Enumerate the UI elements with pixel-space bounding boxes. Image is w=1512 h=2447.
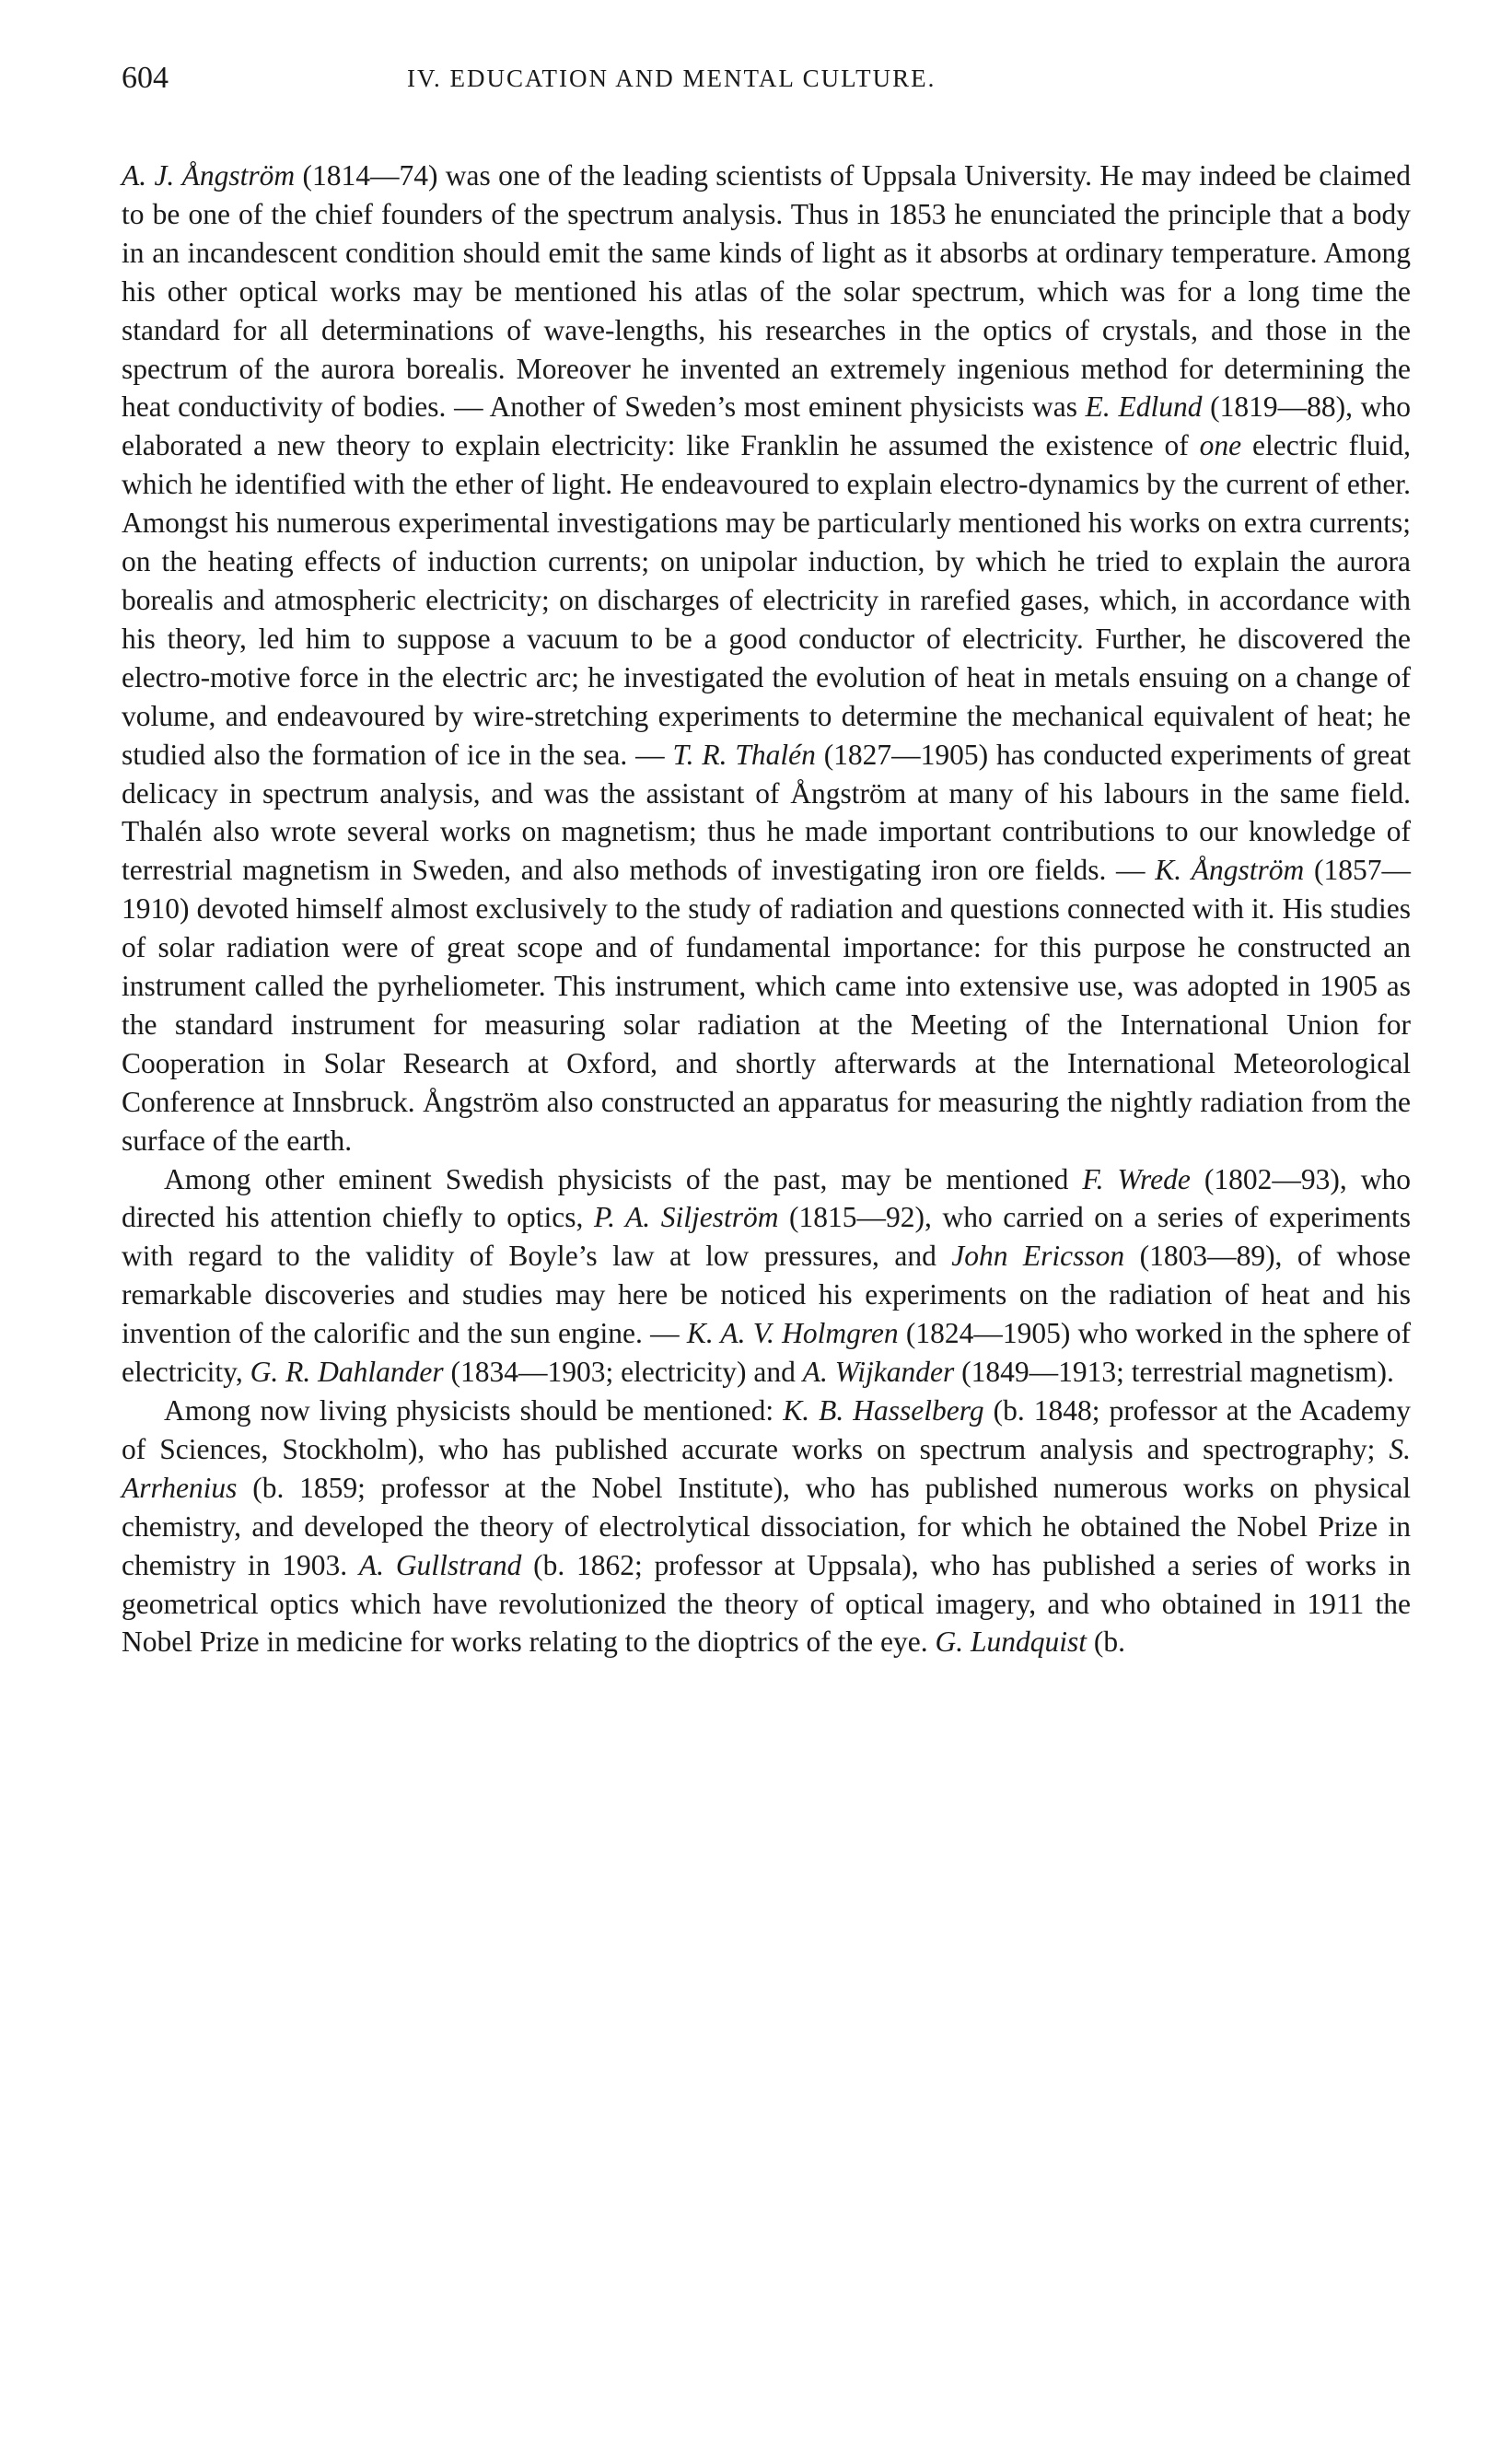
book-page: [122, 61, 1411, 1661]
running-head: [122, 61, 1411, 112]
paragraph-3: Among now living physicists should be mentioned: K. B. Hasselberg (b. 1848; professor at the Academy of Sciences, Stockholm), who has published accurate works on spectrum analysis and spectrography; S. Arrhenius (b. 1859; professor at the Nobel Institute), who has published numerous works on physical chemistry, and developed the theory of electrolytical dissociation, for which he obtained the Nobel Prize in chemistry in 1903. A. Gullstrand (b. 1862; professor at Uppsala), who has published a series of works in geometrical optics which have revolutionized the theory of optical imagery, and who obtained in 1911 the Nobel Prize in medicine for works relating to the dioptrics of the eye. G. Lundquist (b.: [122, 1394, 1412, 1659]
paragraph-1: A. J. Ångström (1814—74) was one of the leading scientists of Uppsala University. He may indeed be claimed to be one of the chief founders of the spectrum analysis. Thus in 1853 he enunciated the principle that a body in an incandescent condition should emit the same kinds of light as it absorbs at ordinary temperature. Among his other optical works may be mentioned his atlas of the solar spectrum, which was for a long time the standard for all determinations of wave-lengths, his researches in the optics of crystals, and those in the spectrum of the aurora borealis. Moreover he invented an extremely ingenious method for determining the heat conductivity of bodies. — Another of Sweden’s most eminent physicists was E. Edlund (1819—88), who elaborated a new theory to explain electricity: like Franklin he assumed the existence of one electric fluid, which he identified with the ether of light. He endeavoured to explain electro-dynamics by the current of ether. Amongst his numerous experimental investigations may be particularly mentioned his works on extra currents; on the heating effects of induction currents; on unipolar induction, by which he tried to explain the aurora borealis and atmospheric electricity; on discharges of electricity in rarefied gases, which, in accordance with his theory, led him to suppose a vacuum to be a good conductor of electricity. Further, he discovered the electro-motive force in the electric arc; he investigated the evolution of heat in metals ensuing on a change of volume, and endeavoured by wire-stretching experiments to determine the mechanical equivalent of heat; he studied also the formation of ice in the sea. — T. R. Thalén (1827—1905) has conducted experiments of great delicacy in spectrum analysis, and was the assistant of Ångström at many of his labours in the same field. Thalén also wrote several works on magnetism; thus he made important contributions to our knowledge of terrestrial magnetism in Sweden, and also methods of investigating iron ore fields. — K. Ångström (1857—1910) devoted himself almost exclusively to the study of radiation and questions connected with it. His studies of solar radiation were of great scope and of fundamental importance: for this purpose he constructed an instrument called the pyrheliometer. This instrument, which came into extensive use, was adopted in 1905 as the standard instrument for measuring solar radiation at the Meeting of the International Union for Cooperation in Solar Research at Oxford, and shortly afterwards at the International Meteorological Conference at Innsbruck. Ångström also constructed an apparatus for measuring the nightly radiation from the surface of the earth.: [122, 159, 1412, 1157]
page-number: 604: [122, 61, 169, 95]
paragraph-2: Among other eminent Swedish physicists of the past, may be mentioned F. Wrede (1802—93), who directed his attention chiefly to optics, P. A. Siljeström (1815—92), who carried on a series of experiments with regard to the validity of Boyle’s law at low pressures, and John Ericsson (1803—89), of whose remarkable discoveries and studies may here be noticed his experiments on the radiation of heat and his invention of the calorific and the sun engine. — K. A. V. Holmgren (1824—1905) who worked in the sphere of electricity, G. R. Dahlander (1834—1903; electricity) and A. Wijkander (1849—1913; terrestrial magnetism).: [122, 1162, 1411, 1389]
running-title: IV. EDUCATION AND MENTAL CULTURE.: [407, 64, 936, 92]
body-text: [122, 157, 1411, 1661]
